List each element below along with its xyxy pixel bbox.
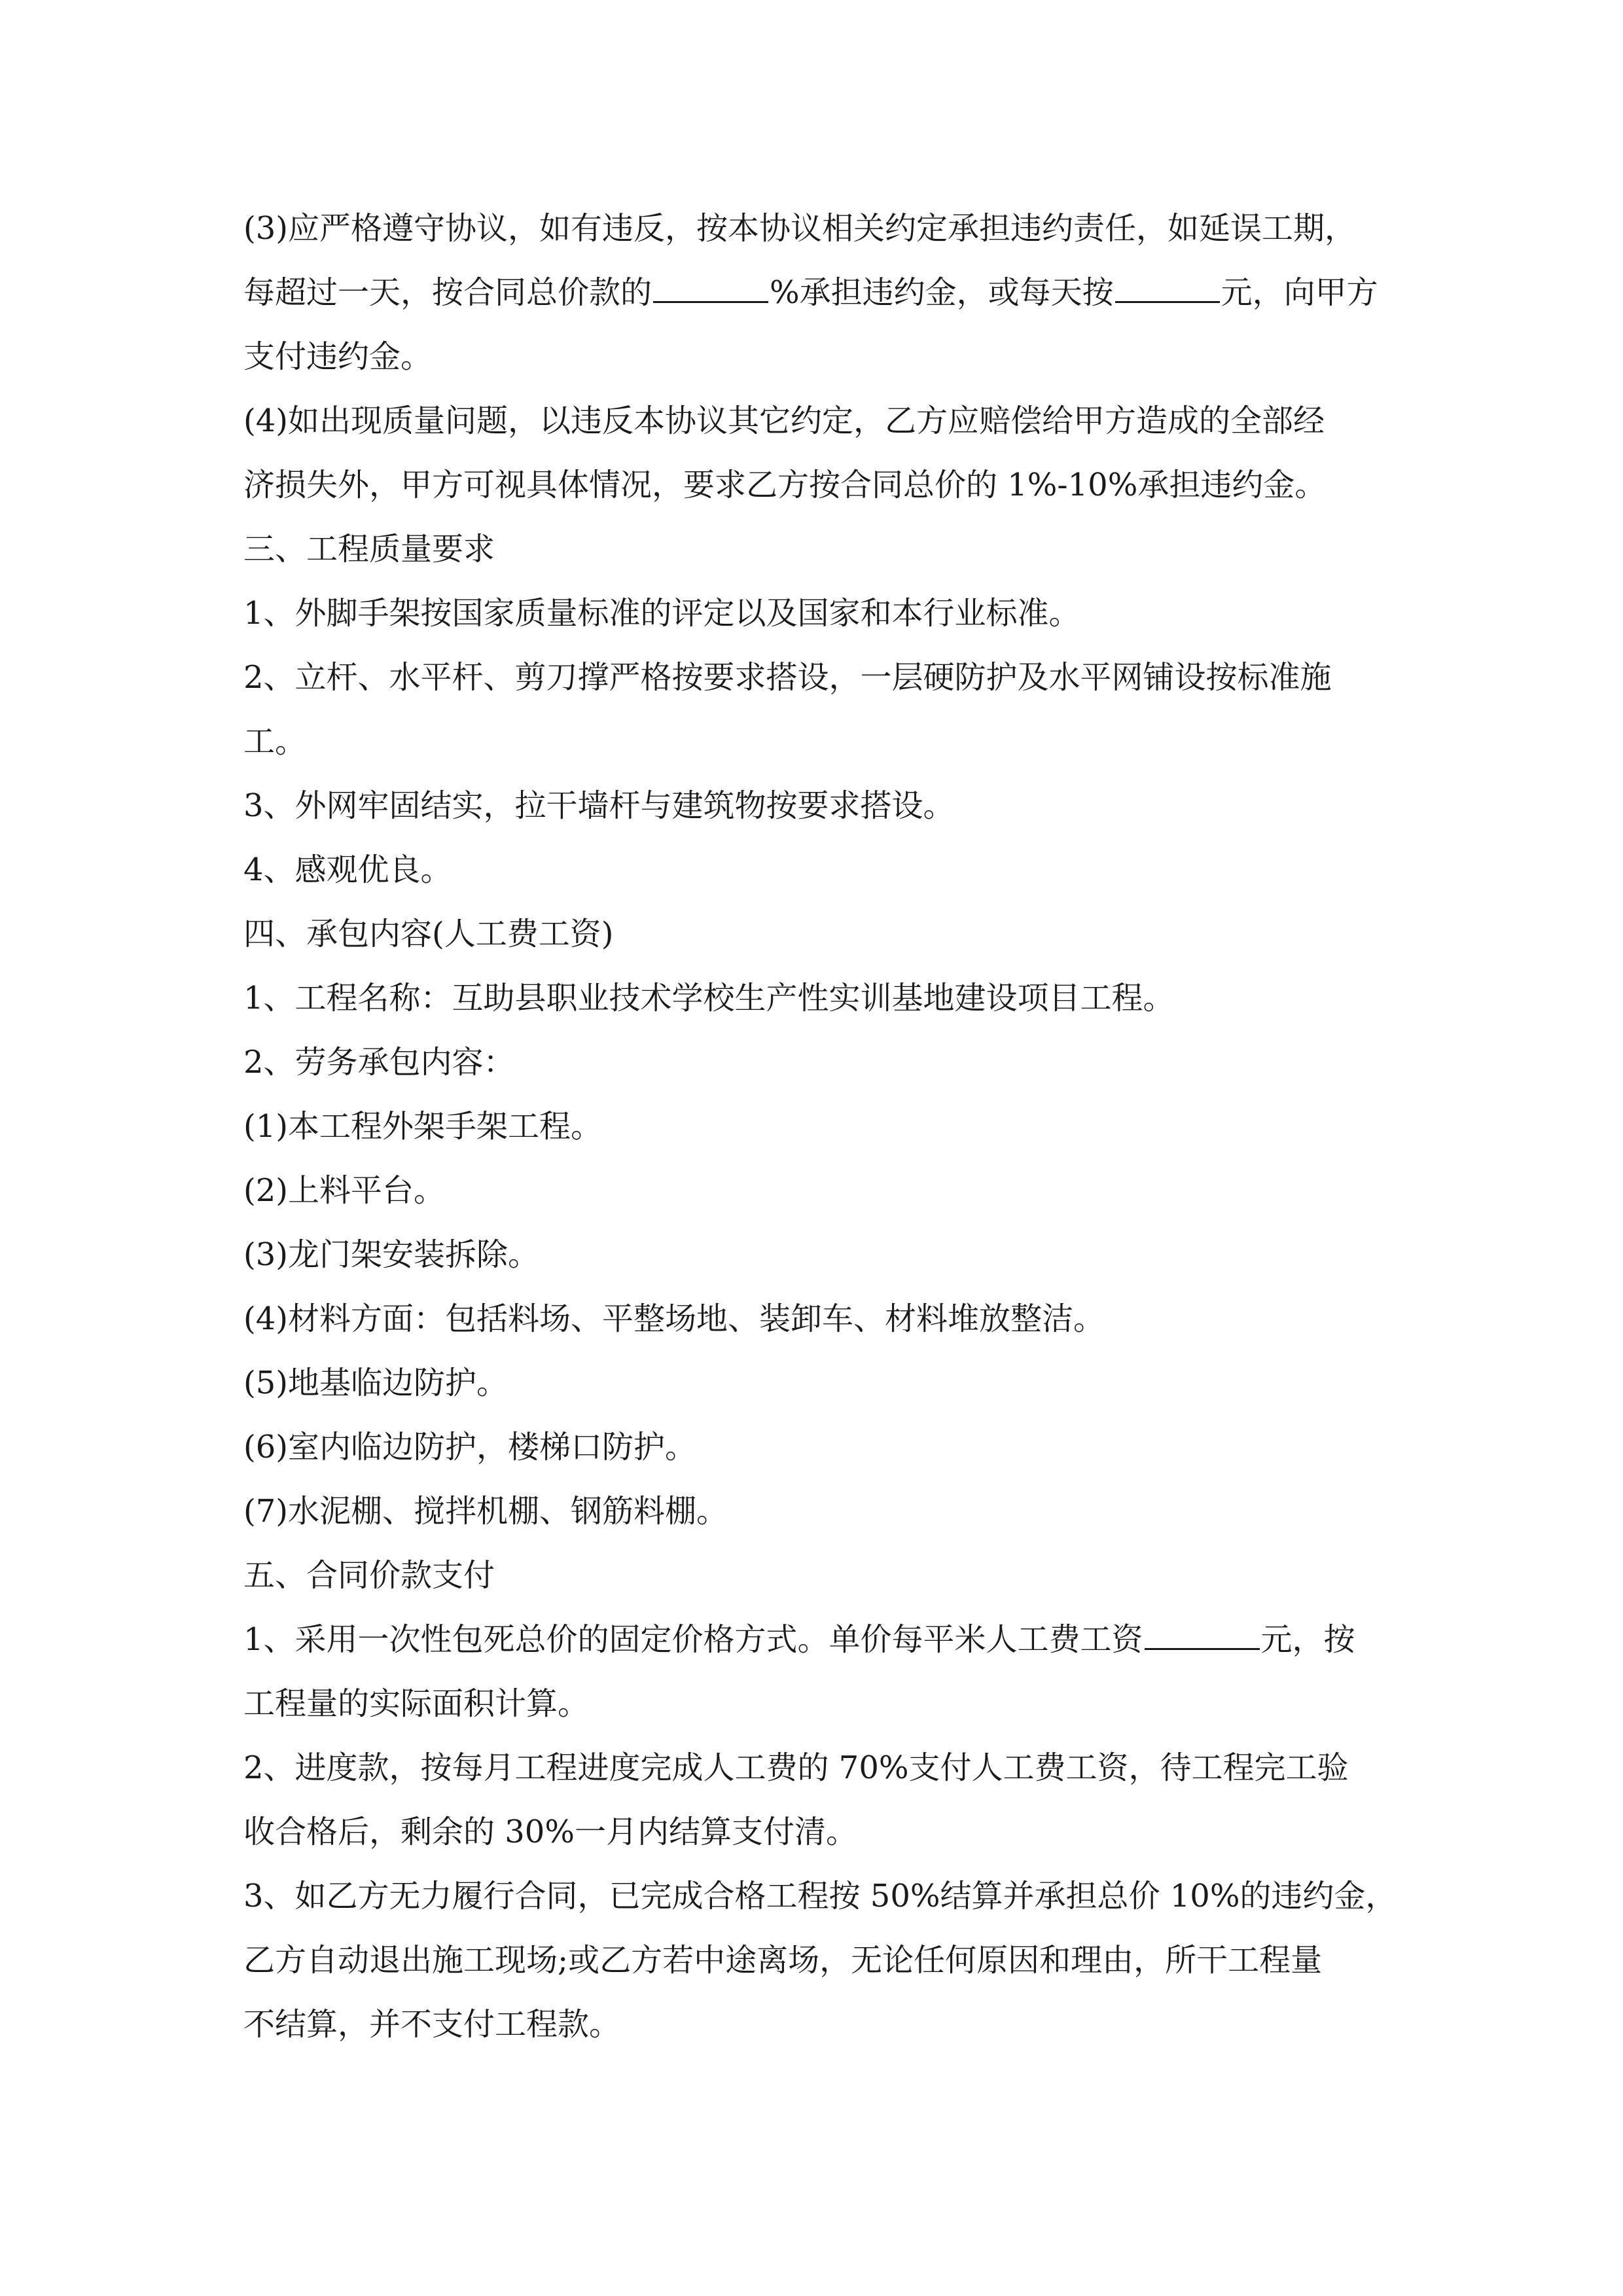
fill-blank-unit-price — [1145, 1622, 1260, 1650]
sub-list-item: (2)上料平台。 — [243, 1172, 445, 1209]
paragraph-line: 支付违约金。 — [243, 338, 433, 375]
section-heading: 四、承包内容(人工费工资) — [243, 916, 614, 952]
text-segment: %承担违约金，或每天按 — [770, 274, 1114, 311]
sub-list-item: (7)水泥棚、搅拌机棚、钢筋料棚。 — [243, 1493, 728, 1530]
sub-list-item: (4)材料方面：包括料场、平整场地、装卸车、材料堆放整洁。 — [243, 1300, 1105, 1337]
list-item-continuation: 工程量的实际面积计算。 — [243, 1685, 590, 1722]
document-body — [243, 196, 1395, 2056]
list-item: 1、工程名称：互助县职业技术学校生产性实训基地建设项目工程。 — [243, 980, 1175, 1016]
sub-list-item: (5)地基临边防护。 — [243, 1365, 508, 1401]
paragraph-line: (4)如出现质量问题，以违反本协议其它约定，乙方应赔偿给甲方造成的全部经 — [243, 403, 1325, 439]
paragraph-line: 济损失外，甲方可视具体情况，要求乙方按合同总价的 1%-10%承担违约金。 — [243, 467, 1327, 503]
sub-list-item: (1)本工程外架手架工程。 — [243, 1108, 602, 1145]
fill-blank-amount — [1115, 275, 1220, 303]
list-item: 3、如乙方无力履行合同，已完成合格工程按 50%结算并承担总价 10%的违约金， — [243, 1878, 1397, 1914]
text-segment: 1、采用一次性包死总价的固定价格方式。单价每平米人工费工资 — [243, 1621, 1143, 1658]
list-item: 2、劳务承包内容： — [243, 1044, 515, 1081]
list-item: 3、外网牢固结实，拉干墙杆与建筑物按要求搭设。 — [243, 787, 955, 824]
list-item-continuation: 不结算，并不支付工程款。 — [243, 2006, 621, 2043]
text-segment: 元，向甲方 — [1221, 274, 1378, 311]
text-segment: 元，按 — [1260, 1621, 1355, 1658]
paragraph-line-with-blanks — [243, 260, 1395, 325]
section-heading: 三、工程质量要求 — [243, 531, 495, 567]
text-segment: 每超过一天，按合同总价款的 — [243, 274, 652, 311]
list-item: 4、感观优良。 — [243, 852, 452, 888]
fill-blank-percent — [653, 275, 768, 303]
list-item-continuation: 工。 — [243, 723, 307, 760]
list-item: 2、进度款，按每月工程进度完成人工费的 70%支付人工费工资，待工程完工验 — [243, 1749, 1349, 1786]
list-item: 1、外脚手架按国家质量标准的评定以及国家和本行业标准。 — [243, 595, 1080, 632]
list-item-continuation: 收合格后，剩余的 30%一月内结算支付清。 — [243, 1814, 857, 1850]
section-heading: 五、合同价款支付 — [243, 1557, 495, 1594]
sub-list-item: (3)龙门架安装拆除。 — [243, 1236, 539, 1273]
sub-list-item: (6)室内临边防护，楼梯口防护。 — [243, 1429, 696, 1465]
list-item: 2、立杆、水平杆、剪刀撑严格按要求搭设，一层硬防护及水平网铺设按标准施 — [243, 659, 1332, 696]
paragraph-line: (3)应严格遵守协议，如有违反，按本协议相关约定承担违约责任，如延误工期， — [243, 210, 1356, 247]
list-item-continuation: 乙方自动退出施工现场;或乙方若中途离场，无论任何原因和理由，所干工程量 — [243, 1942, 1323, 1979]
list-item-with-blank — [243, 1607, 1395, 1672]
